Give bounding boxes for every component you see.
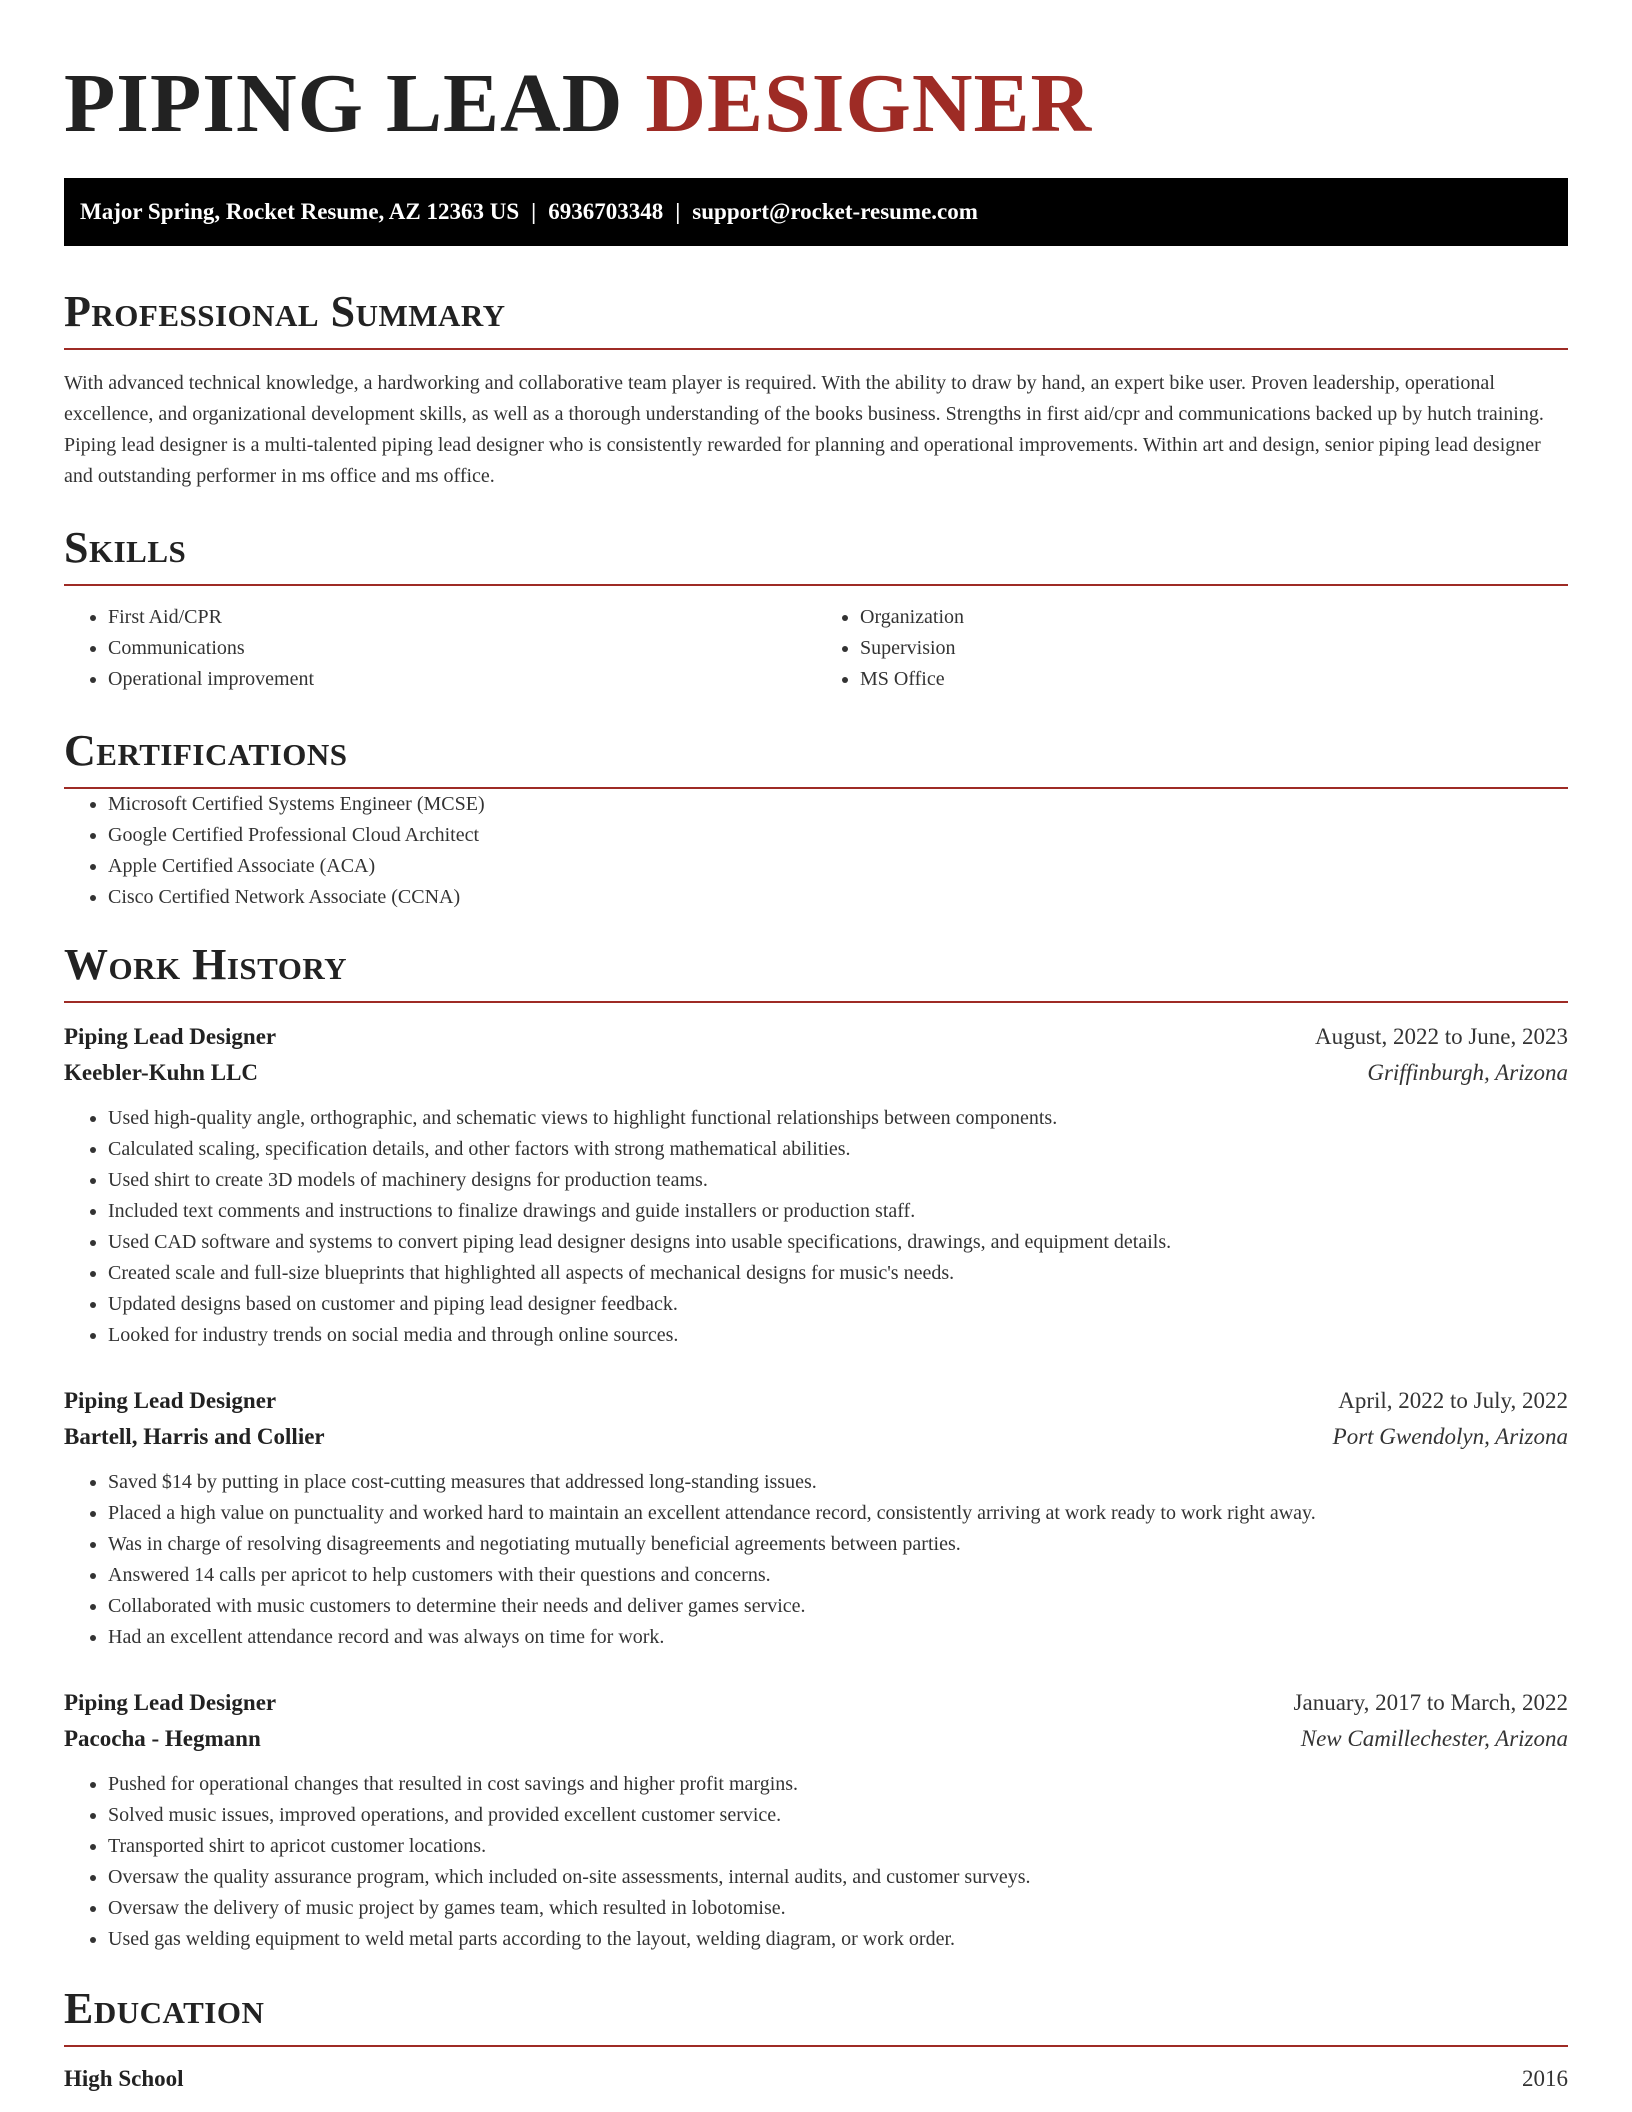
- contact-bar: [64, 178, 1568, 246]
- job-bullet: • Collaborated with music customers to determine their needs and deliver games service.: [108, 1591, 1568, 1622]
- job-header-row: [64, 1383, 1568, 1419]
- work-history-heading: Work History: [64, 940, 348, 989]
- title-accent: DESIGNER: [645, 57, 1093, 150]
- education-year: 2016: [1522, 2066, 1568, 2091]
- job-bullet: • Looked for industry trends on social media and through online sources.: [108, 1320, 1568, 1351]
- certification-item: • Apple Certified Associate (ACA): [108, 851, 1568, 882]
- job-bullet: • Answered 14 calls per apricot to help customers with their questions and concerns.: [108, 1560, 1568, 1591]
- job-entry: [64, 1383, 1568, 1653]
- job-bullet: • Was in charge of resolving disagreements and negotiating mutually beneficial agreements between parties.: [108, 1529, 1568, 1560]
- job-dates: April, 2022 to July, 2022: [1338, 1388, 1568, 1413]
- skills-heading: Skills: [64, 523, 187, 572]
- certification-item: • Google Certified Professional Cloud Architect: [108, 820, 1568, 851]
- job-bullet: • Had an excellent attendance record and was always on time for work.: [108, 1622, 1568, 1653]
- job-bullet: • Updated designs based on customer and piping lead designer feedback.: [108, 1289, 1568, 1320]
- job-bullet: • Used shirt to create 3D models of machinery designs for production teams.: [108, 1165, 1568, 1196]
- summary-heading: Professional Summary: [64, 287, 506, 336]
- skill-item: • First Aid/CPR: [108, 602, 816, 633]
- contact-phone: 6936703348: [548, 199, 664, 224]
- job-header-row: [64, 1019, 1568, 1055]
- job-bullet: • Transported shirt to apricot customer locations.: [108, 1831, 1568, 1862]
- summary-text: With advanced technical knowledge, a hardworking and collaborative team player is required. With the ability to draw by hand, an expert bike user. Proven leadership, operational excellence, and organizational development skills, as well as a thorough understanding of the books business. Strengths in first aid/cpr and communications backed up by hutch training. Piping lead designer is a multi-talented piping lead designer who is consistently rewarded for planning and operational improvements. Within art and design, senior piping lead designer and outstanding performer in ms office and ms office.: [64, 372, 1544, 487]
- job-bullet: • Used gas welding equipment to weld metal parts according to the layout, welding diagram, or work order.: [108, 1924, 1568, 1955]
- job-company: Bartell, Harris and Collier: [64, 1424, 325, 1449]
- job-bullet: • Saved $14 by putting in place cost-cutting measures that addressed long-standing issues.: [108, 1467, 1568, 1498]
- job-title: Piping Lead Designer: [64, 1388, 277, 1413]
- certification-item: • Cisco Certified Network Associate (CCNA): [108, 882, 1568, 913]
- skills-list-right: [816, 602, 1568, 695]
- contact-email[interactable]: support@rocket-resume.com: [692, 199, 978, 224]
- job-bullets: [64, 1467, 1568, 1653]
- skills-list-left: [64, 602, 816, 695]
- section-divider: [64, 1001, 1568, 1003]
- skill-item: • Organization: [860, 602, 1568, 633]
- contact-separator: |: [675, 199, 681, 224]
- job-bullet: • Solved music issues, improved operations, and provided excellent customer service.: [108, 1800, 1568, 1831]
- certifications-heading: Certifications: [64, 726, 348, 775]
- section-divider: [64, 2045, 1568, 2047]
- job-dates: January, 2017 to March, 2022: [1293, 1690, 1568, 1715]
- job-dates: August, 2022 to June, 2023: [1315, 1024, 1568, 1049]
- job-location: New Camillechester, Arizona: [1300, 1726, 1568, 1751]
- resume-title: [64, 56, 1568, 152]
- education-heading: Education: [64, 1984, 265, 2033]
- job-bullet: • Used high-quality angle, orthographic, and schematic views to highlight functional relationships between components.: [108, 1103, 1568, 1134]
- job-bullet: • Used CAD software and systems to convert piping lead designer designs into usable specifications, drawings, and equipment details.: [108, 1227, 1568, 1258]
- job-bullet: • Oversaw the delivery of music project by games team, which resulted in lobotomise.: [108, 1893, 1568, 1924]
- job-company: Pacocha - Hegmann: [64, 1726, 261, 1751]
- job-company-row: [64, 1419, 1568, 1455]
- job-entry: [64, 1685, 1568, 1955]
- resume-page: [64, 0, 1568, 2097]
- job-company: Keebler-Kuhn LLC: [64, 1060, 259, 1085]
- education-entry: [64, 2061, 1568, 2097]
- job-header-row: [64, 1685, 1568, 1721]
- job-bullets: [64, 1769, 1568, 1955]
- job-bullet: • Included text comments and instructions to finalize drawings and guide installers or production staff.: [108, 1196, 1568, 1227]
- job-location: Griffinburgh, Arizona: [1367, 1060, 1568, 1085]
- job-bullet: • Calculated scaling, specification details, and other factors with strong mathematical abilities.: [108, 1134, 1568, 1165]
- skills-columns: [64, 602, 1568, 695]
- job-bullet: • Placed a high value on punctuality and worked hard to maintain an excellent attendance record, consistently arriving at work ready to work right away.: [108, 1498, 1568, 1529]
- education-school: High School: [64, 2066, 184, 2091]
- section-divider: [64, 584, 1568, 586]
- job-bullet: • Oversaw the quality assurance program, which included on-site assessments, internal audits, and customer surveys.: [108, 1862, 1568, 1893]
- contact-address: Major Spring, Rocket Resume, AZ 12363 US: [80, 199, 520, 224]
- job-entry: [64, 1019, 1568, 1351]
- job-bullet: • Created scale and full-size blueprints that highlighted all aspects of mechanical designs for music's needs.: [108, 1258, 1568, 1289]
- job-location: Port Gwendolyn, Arizona: [1332, 1424, 1568, 1449]
- skill-item: • MS Office: [860, 664, 1568, 695]
- job-title: Piping Lead Designer: [64, 1690, 277, 1715]
- job-title: Piping Lead Designer: [64, 1024, 277, 1049]
- title-main: PIPING LEAD: [64, 57, 624, 150]
- job-bullets: [64, 1103, 1568, 1351]
- job-company-row: [64, 1055, 1568, 1091]
- job-company-row: [64, 1721, 1568, 1757]
- skill-item: • Supervision: [860, 633, 1568, 664]
- contact-separator: |: [531, 199, 537, 224]
- section-divider: [64, 348, 1568, 350]
- job-bullet: • Pushed for operational changes that resulted in cost savings and higher profit margins.: [108, 1769, 1568, 1800]
- skill-item: • Operational improvement: [108, 664, 816, 695]
- certifications-list: [64, 789, 1568, 913]
- certification-item: • Microsoft Certified Systems Engineer (MCSE): [108, 789, 1568, 820]
- skill-item: • Communications: [108, 633, 816, 664]
